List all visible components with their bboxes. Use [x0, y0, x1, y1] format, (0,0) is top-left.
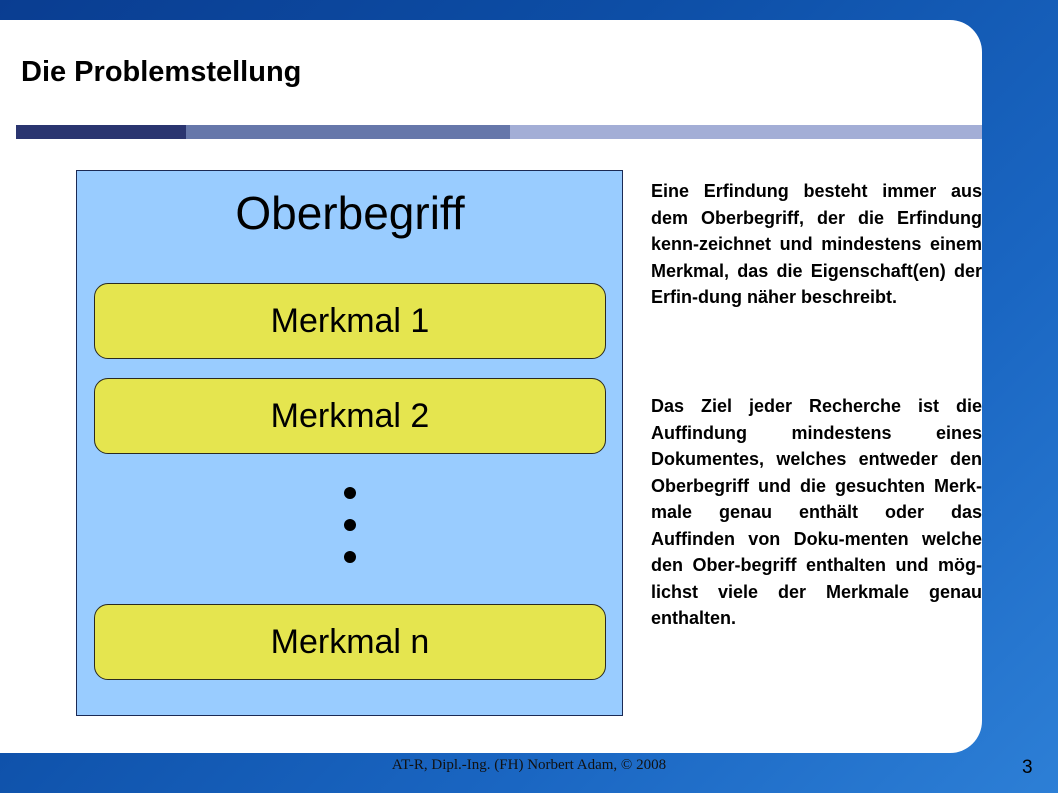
ellipsis-dot [344, 519, 356, 531]
footer-copyright: AT-R, Dipl.-Ing. (FH) Norbert Adam, © 2008 [391, 757, 667, 773]
slide-title: Die Problemstellung [21, 56, 302, 88]
ellipsis-dot [344, 487, 356, 499]
paragraph-invention: Eine Erfindung besteht immer aus dem Oberbegriff, der die Erfindung kenn-zeichnet und mindestens einem Merkmal, das die Eigenschaft(en) der Erfin-dung näher beschreibt. [651, 181, 982, 307]
paragraph-search-goal: Das Ziel jeder Recherche ist die Auffindung mindestens eines Dokumentes, welches entweder den Oberbegriff und die gesuchten Merk-male genau enthält oder das Auffinden von Doku-menten welche den Ober-begriff enthalten und mög-lichst viele der Merkmale genau enthalten. [651, 396, 982, 628]
slide-number: 3 [1022, 757, 1033, 778]
title-underline-dark [16, 125, 186, 139]
feature-box-1: Merkmal 1 [94, 283, 606, 359]
title-underline-mid [186, 125, 510, 139]
diagram-heading: Oberbegriff [235, 187, 465, 239]
title-underline-light [510, 125, 982, 139]
ellipsis-dot [344, 551, 356, 563]
feature-box-2: Merkmal 2 [94, 378, 606, 454]
feature-box-n: Merkmal n [94, 604, 606, 680]
